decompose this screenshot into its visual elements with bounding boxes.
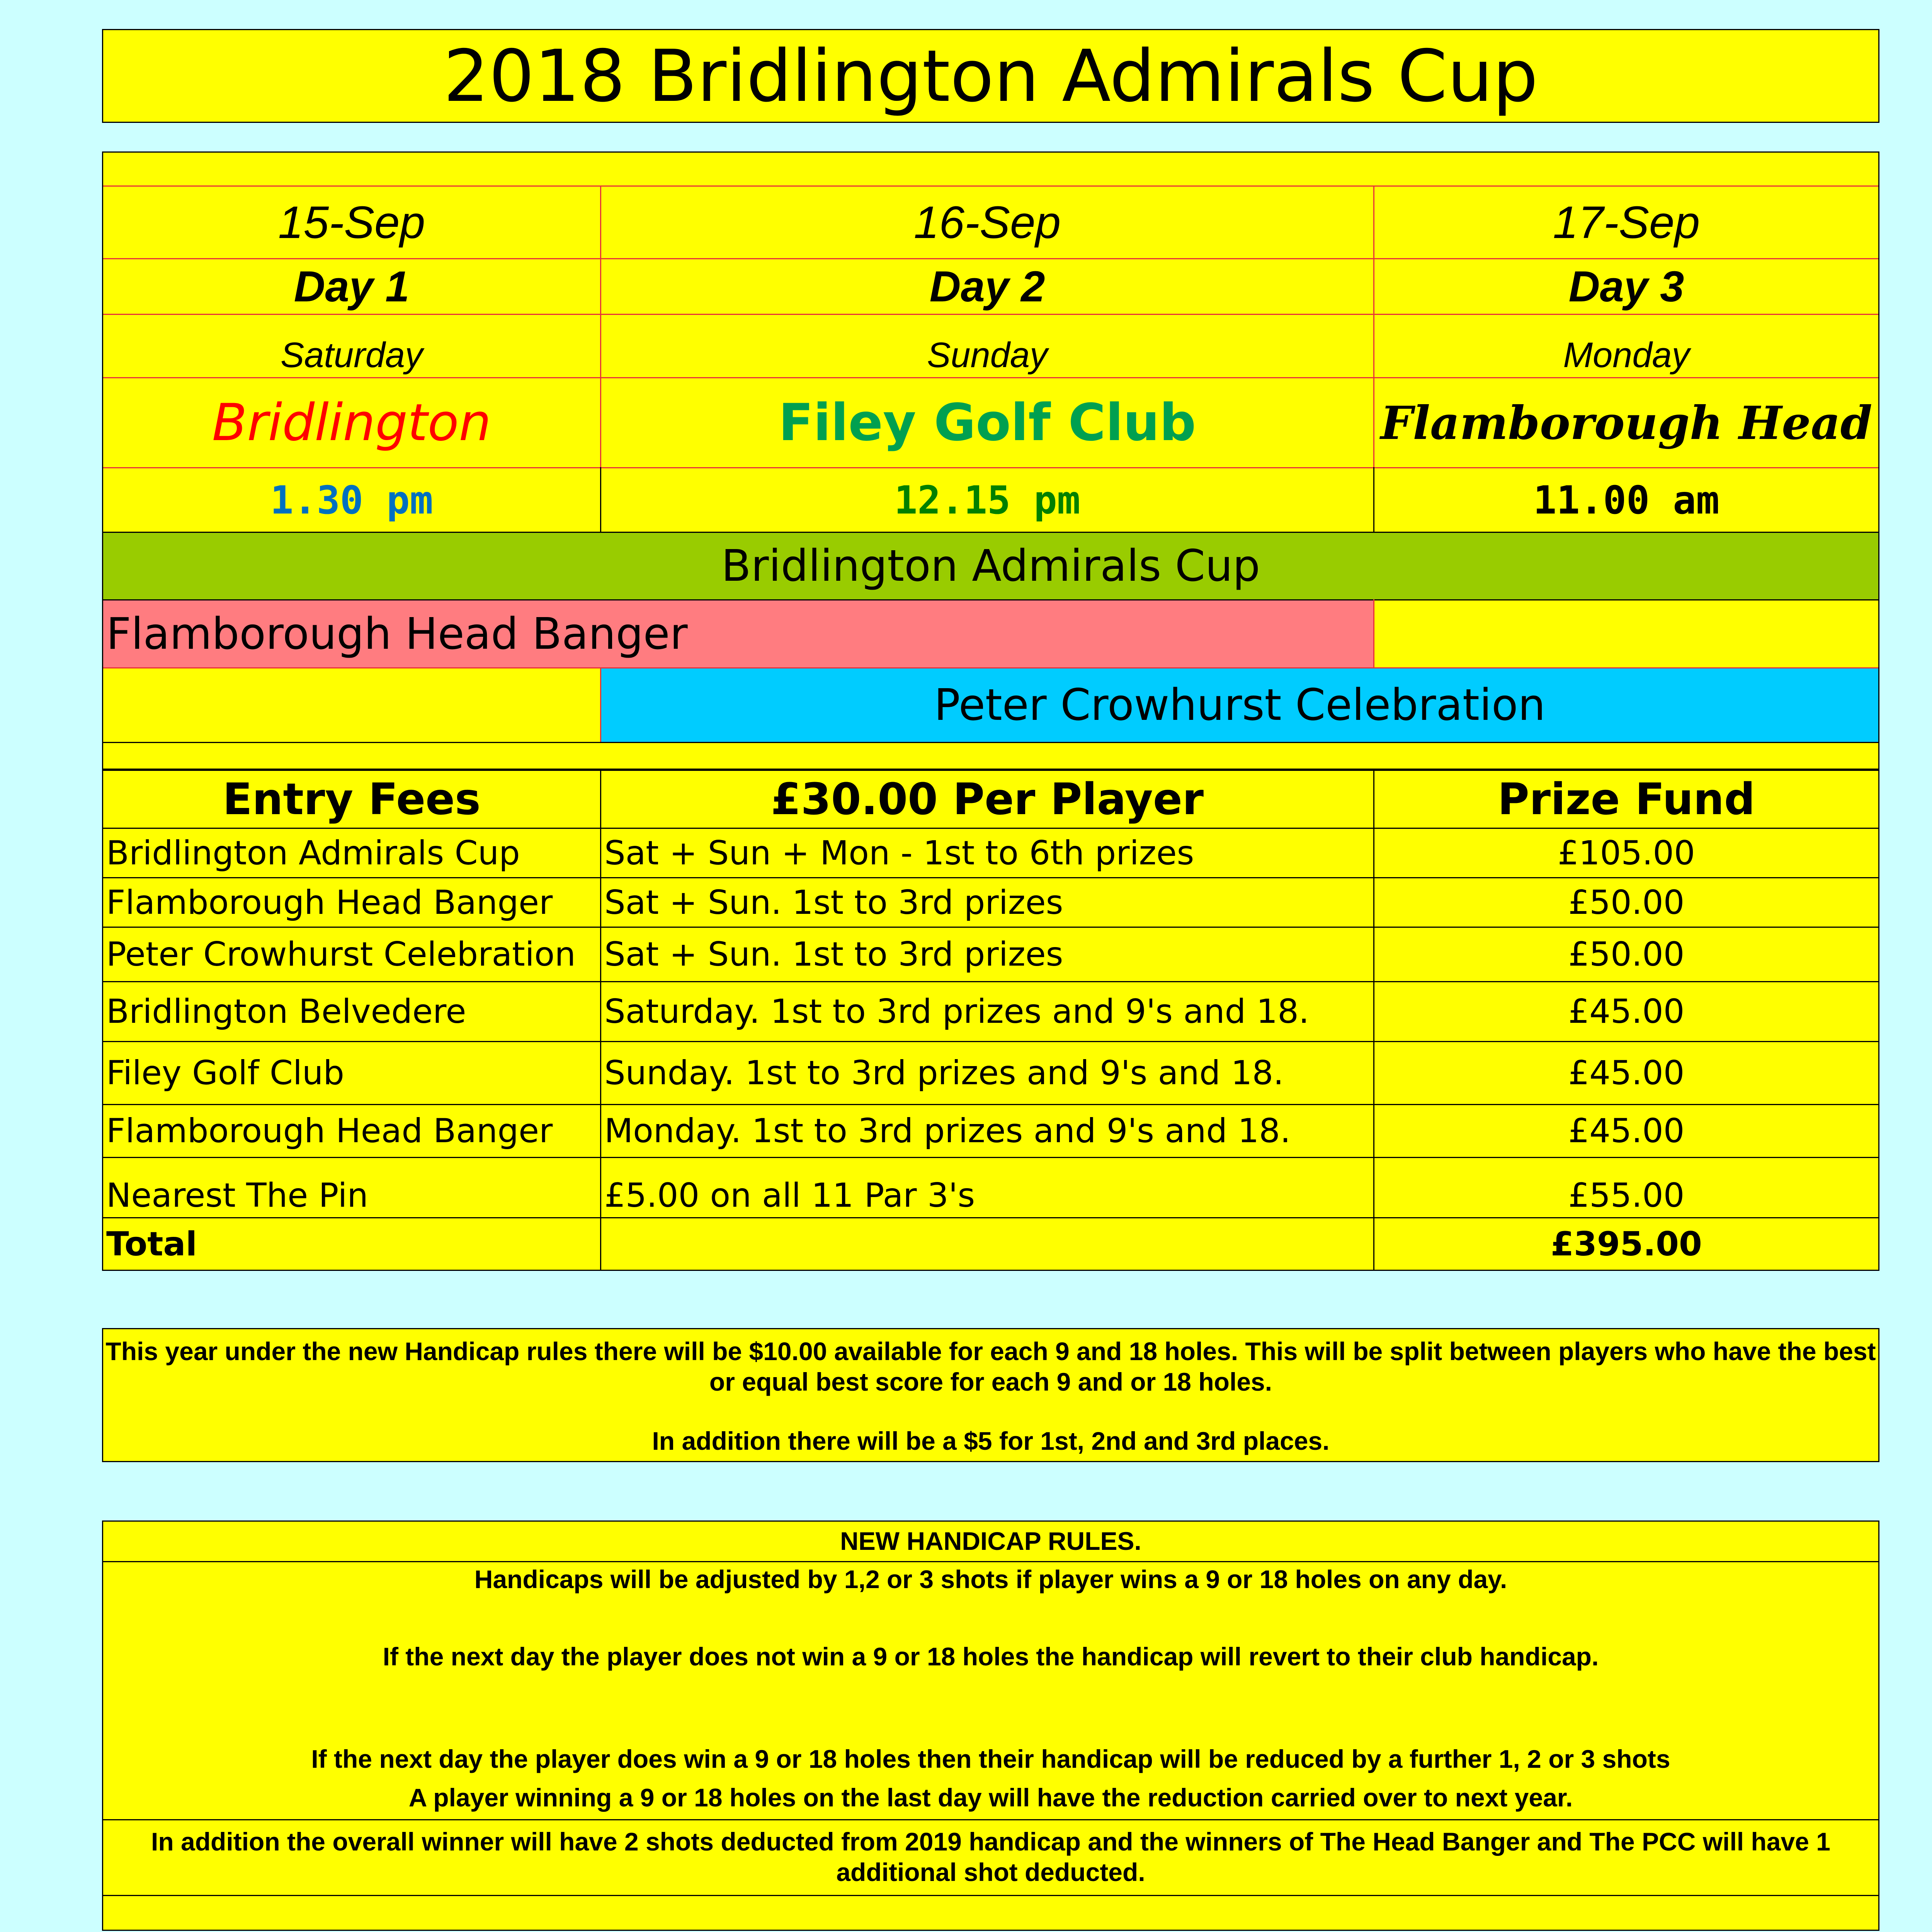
fee-row-desc: Saturday. 1st to 3rd prizes and 9's and 18. xyxy=(601,982,1373,1041)
schedule-table xyxy=(102,151,1879,770)
day3-time: 11.00 am xyxy=(1374,468,1878,532)
fee-row-prize: £55.00 xyxy=(1374,1158,1878,1217)
fee-row-desc: Sat + Sun + Mon - 1st to 6th prizes xyxy=(601,829,1373,877)
prize-info-text: This year under the new Handicap rules there will be $10.00 available for each 9 and 18 holes. This will be split between players who have the best or equal best score for each 9 and or 18 holes. xyxy=(105,1337,1876,1396)
fee-row-prize: £45.00 xyxy=(1374,1105,1878,1157)
day2-time: 12.15 pm xyxy=(601,468,1373,532)
day3-venue: Flamborough Head xyxy=(1374,378,1878,467)
day2-date: 16-Sep xyxy=(601,187,1373,258)
day3-date: 17-Sep xyxy=(1374,187,1878,258)
fee-row-name: Peter Crowhurst Celebration xyxy=(103,928,600,981)
fee-row-name: Nearest The Pin xyxy=(103,1158,600,1217)
rule-reduce: If the next day the player does win a 9 or 18 holes then their handicap will be reduced by a further 1, 2 or 3 shots xyxy=(103,1742,1878,1777)
rules-heading: NEW HANDICAP RULES. xyxy=(103,1522,1878,1561)
fees-header-entry: Entry Fees xyxy=(103,771,600,828)
fees-header-price: £30.00 Per Player xyxy=(601,771,1373,828)
admirals-cup-band: Bridlington Admirals Cup xyxy=(103,533,1878,599)
rule-overall-winner: In addition the overall winner will have 2 shots deducted from 2019 handicap and the winners of The Head Banger and The PCC will have 1 additional shot deducted. xyxy=(103,1820,1878,1894)
fee-row-name: Filey Golf Club xyxy=(103,1042,600,1104)
handicap-rules-box xyxy=(102,1520,1879,1931)
page-title: 2018 Bridlington Admirals Cup xyxy=(443,34,1538,118)
day2-venue: Filey Golf Club xyxy=(601,378,1373,467)
fee-row-prize: £50.00 xyxy=(1374,878,1878,927)
fee-row-prize: £45.00 xyxy=(1374,982,1878,1041)
rule-carryover: A player winning a 9 or 18 holes on the last day will have the reduction carried over to next year. xyxy=(103,1779,1878,1817)
fee-row-desc: Sunday. 1st to 3rd prizes and 9's and 18. xyxy=(601,1042,1373,1104)
fee-row-desc: Sat + Sun. 1st to 3rd prizes xyxy=(601,928,1373,981)
rule-adjust: Handicaps will be adjusted by 1,2 or 3 shots if player wins a 9 or 18 holes on any day. xyxy=(103,1562,1878,1597)
day1-label: Day 1 xyxy=(103,259,600,314)
day1-venue: Bridlington xyxy=(103,378,600,467)
fee-row-name: Bridlington Belvedere xyxy=(103,982,600,1041)
fee-row-desc: £5.00 on all 11 Par 3's xyxy=(601,1158,1373,1217)
fees-header-prize: Prize Fund xyxy=(1374,771,1878,828)
fees-total-label: Total xyxy=(103,1218,600,1270)
rule-revert: If the next day the player does not win a 9 or 18 holes the handicap will revert to their club handicap. xyxy=(103,1639,1878,1674)
fee-row-prize: £50.00 xyxy=(1374,928,1878,981)
fee-row-desc: Monday. 1st to 3rd prizes and 9's and 18. xyxy=(601,1105,1373,1157)
day3-label: Day 3 xyxy=(1374,259,1878,314)
day1-time: 1.30 pm xyxy=(103,468,600,532)
prize-info-extra: In addition there will be a $5 for 1st, 2nd and 3rd places. xyxy=(652,1427,1330,1456)
fees-table xyxy=(102,770,1879,1271)
day2-label: Day 2 xyxy=(601,259,1373,314)
fee-row-name: Flamborough Head Banger xyxy=(103,878,600,927)
fees-total-empty xyxy=(601,1218,1373,1270)
fee-row-name: Bridlington Admirals Cup xyxy=(103,829,600,877)
day3-weekday: Monday xyxy=(1374,315,1878,377)
fee-row-prize: £105.00 xyxy=(1374,829,1878,877)
day2-weekday: Sunday xyxy=(601,315,1373,377)
day1-weekday: Saturday xyxy=(103,315,600,377)
crowhurst-band: Peter Crowhurst Celebration xyxy=(601,668,1878,742)
head-banger-band: Flamborough Head Banger xyxy=(103,600,1373,667)
fee-row-prize: £45.00 xyxy=(1374,1042,1878,1104)
title-box xyxy=(102,29,1879,123)
fee-row-desc: Sat + Sun. 1st to 3rd prizes xyxy=(601,878,1373,927)
prize-info-box xyxy=(102,1328,1879,1462)
fee-row-name: Flamborough Head Banger xyxy=(103,1105,600,1157)
fees-total-value: £395.00 xyxy=(1374,1218,1878,1270)
day1-date: 15-Sep xyxy=(103,187,600,258)
